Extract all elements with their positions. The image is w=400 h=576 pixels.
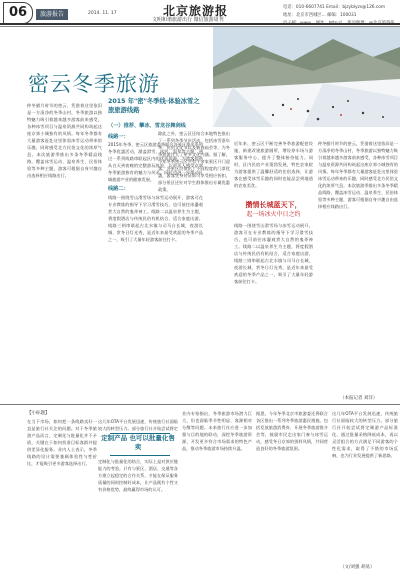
column-5-text: 仲冬腊月时节的密云，凭借着这里依旧是一方清净的冬季山村，冬季旅游以独特魅力吸引着越来越多游客前来感受，各种冰雪项目与温泉资源共同构筑起这座京郊小城独有的风情。每年冬季都有大量游客赶赴这里体验冰雪运动带来的乐趣，同时感受北方民俗文化的浓厚气息。本次旅游季推出多条冬季精品线路，覆盖冰雪运动、温泉养生、民俗体验等多种主题，游客可根据自身兴趣自由选择相应线路出行。	[318, 141, 398, 209]
route-1-subhead: （一）推荐、攀冰、雪龙谷舞剑线	[108, 123, 186, 129]
byline: （文/刘强 胡易）	[340, 565, 375, 570]
column-2-text: 2015年冬季，密云区旅游委将联合各景区推出系列冬季优惠活动，涵盖滑雪、冰钓、温泉等主题，通过一系列线路串联起区内的优质资源，为游客提供从白天到夜晚的完整游玩体验，让更多人感受京郊冬季旅游独有的魅力与风采，同时也进一步推动区域旅游产业的健康发展。	[108, 142, 203, 182]
highlight-box	[234, 200, 313, 219]
column-2b-text: 线路一围绕雪山滑雪场与冰雪运动展开，游客可在专业教练的指导下学习滑雪技巧，也可前往冰瀑观赏大自然的鬼斧神工。线路二以温泉养生为主题，将度假酒店与传统民俗有机结合，适合家庭出游。线路三则串联起古北水镇与司马台长城，夜游长城、赏冬日灯光秀，是近年来最受欢迎的冬季产品之一，吸引了大量年轻游客前往打卡。	[108, 194, 203, 242]
bottom-column-1-text: 在当下市场，如何把一条线路卖好一直是旅行社关注的问题。对于冬季旅游产品而言，定制化与批量化并不矛盾，关键在于如何找准目标客群并提供差异化服务。业内人士表示，冬季线路的设计需要兼顾体验性与性价比，才能吸引更多游客选择出行。	[27, 419, 97, 466]
ski-resort-photo	[213, 27, 400, 127]
page-number: 06	[3, 2, 33, 24]
highlight-line-2: 起一场冰火中日之约	[246, 211, 301, 218]
column-4-top-text: 近年来，密云区不断完善冬季旅游配套设施，新建改建旅游厕所，增设停车场与游客服务中心，提升了整体接待能力。同时，区内民宿产业蓬勃发展，特色农家院为游客提供了温馨舒适的住宿选择，让游客在感受冰雪乐趣的同时也能品尝到地道的农家美食。	[234, 141, 313, 188]
bottom-column-3-text: 业内专家指出，冬季旅游市场潜力巨大，但也面临季节性明显、客源相对分散等问题。未来旅行社应进一步加强与目的地的联动，深挖冬季旅游资源，开发更多符合市场需求的特色产品，推动冬季旅游市场持续升温。	[182, 411, 252, 451]
column-3-text: 除此之外，密云区还结合本地特色推出了一系列冬季节庆活动，包括冰雪嘉年华、民俗文化节以及新春庙会等，为冬季旅游注入了更多文化内涵。据了解，今年冬季密云区共有十余家景区开门迎客，各景区均推出了不同程度的门票优惠，游客凭身份证即可享受相应折扣，部分景区还针对学生群体推出专属优惠政策。	[158, 131, 230, 192]
bottom-subhead: 定制产品 也可以批量化售卖	[101, 434, 175, 451]
header-rule	[0, 23, 400, 25]
newspaper-name: 北京旅游报	[163, 4, 229, 18]
bottom-column-2-text: 定制化与批量化的结合，实际上是对供应链能力的考验。只有与景区、酒店、交通等各方建立起稳定的合作关系，才能在保证服务质量的同时控制好成本，让产品既有个性又有价格优势，最终赢得市场的认可。	[98, 459, 178, 492]
column-4-text: 线路一围绕雪山滑雪场与冰雪运动展开，游客可在专业教练的指导下学习滑雪技巧，也可前往冰瀑观赏大自然的鬼斧神工。线路二以温泉养生为主题，将度假酒店与传统民俗有机结合，适合家庭出游。线路三则串联起古北水镇与司马台长城，夜游长城、赏冬日灯光秀，是近年来最受欢迎的冬季产品之一，吸引了大量年轻游客前往打卡。	[234, 223, 313, 284]
lead-subhead: 2015 年"密"冬季线·体验冰雪之旅旅游线路	[108, 98, 200, 114]
bottom-column-5-text: 这几年OTA平台发展迅速，传统旅行社面临较大的转型压力。部分旅行社开始尝试将定制游产品标准化，通过批量采购降低成本，再以灵活组合的方式满足不同游客的个性化需求，取得了不错的市场反响，也为行业发展提供了新思路。	[332, 411, 398, 458]
route-1-label: 线路一：	[108, 133, 129, 140]
page-title: 密云冬季旅游	[28, 72, 160, 96]
issue-date: 2014. 11. 17	[88, 11, 117, 16]
bottom-tag: 【小标题】	[27, 411, 50, 416]
contact-line: 地址：北京市西城区... 邮编：100031	[283, 13, 357, 18]
subhead-rule-bottom	[110, 455, 170, 456]
newspaper-subtitle: 文明和谐旅游出行 微信旅游周刊	[152, 17, 224, 23]
bottom-column-2-top: 这几年OTA平台发展迅速，传统旅行社面临较大的转型压力。部分旅行社开始尝试将定	[98, 419, 178, 431]
route-2-label: 线路二：	[108, 186, 129, 192]
contact-line: 电话：010-6607741 Email：bjzyblyzs@126.com	[283, 5, 386, 10]
highlight-line-1: 攒情长城蓝天下，	[245, 201, 302, 209]
bottom-column-4-text: 据悉，今年冬季北京市旅游委还将联合各区推出一系列冬季旅游惠民措施，包括发放旅游消费券、开展冬季旅游推介会等，鼓励市民走出家门参与冰雪运动，感受冬日京郊的别样风情，共同营造良好的冬季旅游氛围。	[256, 411, 328, 451]
section-divider	[0, 404, 400, 405]
column-1-text: 仲冬腊月时节的密云，凭借着这里依旧是一方清净的冬季山村，冬季旅游以独特魅力吸引着越来越多游客前来感受，各种冰雪项目与温泉资源共同构筑起这座京郊小城独有的风情。每年冬季都有大量游客赶赴这里体验冰雪运动带来的乐趣，同时感受北方民俗文化的浓厚气息。本次旅游季推出多条冬季精品线路，覆盖冰雪运动、温泉养生、民俗体验等多种主题，游客可根据自身兴趣自由选择相应线路出行。	[27, 103, 102, 178]
byline-top: （本报记者 刘洋）	[340, 396, 378, 401]
section-rubric: 旅游报告	[36, 9, 68, 20]
